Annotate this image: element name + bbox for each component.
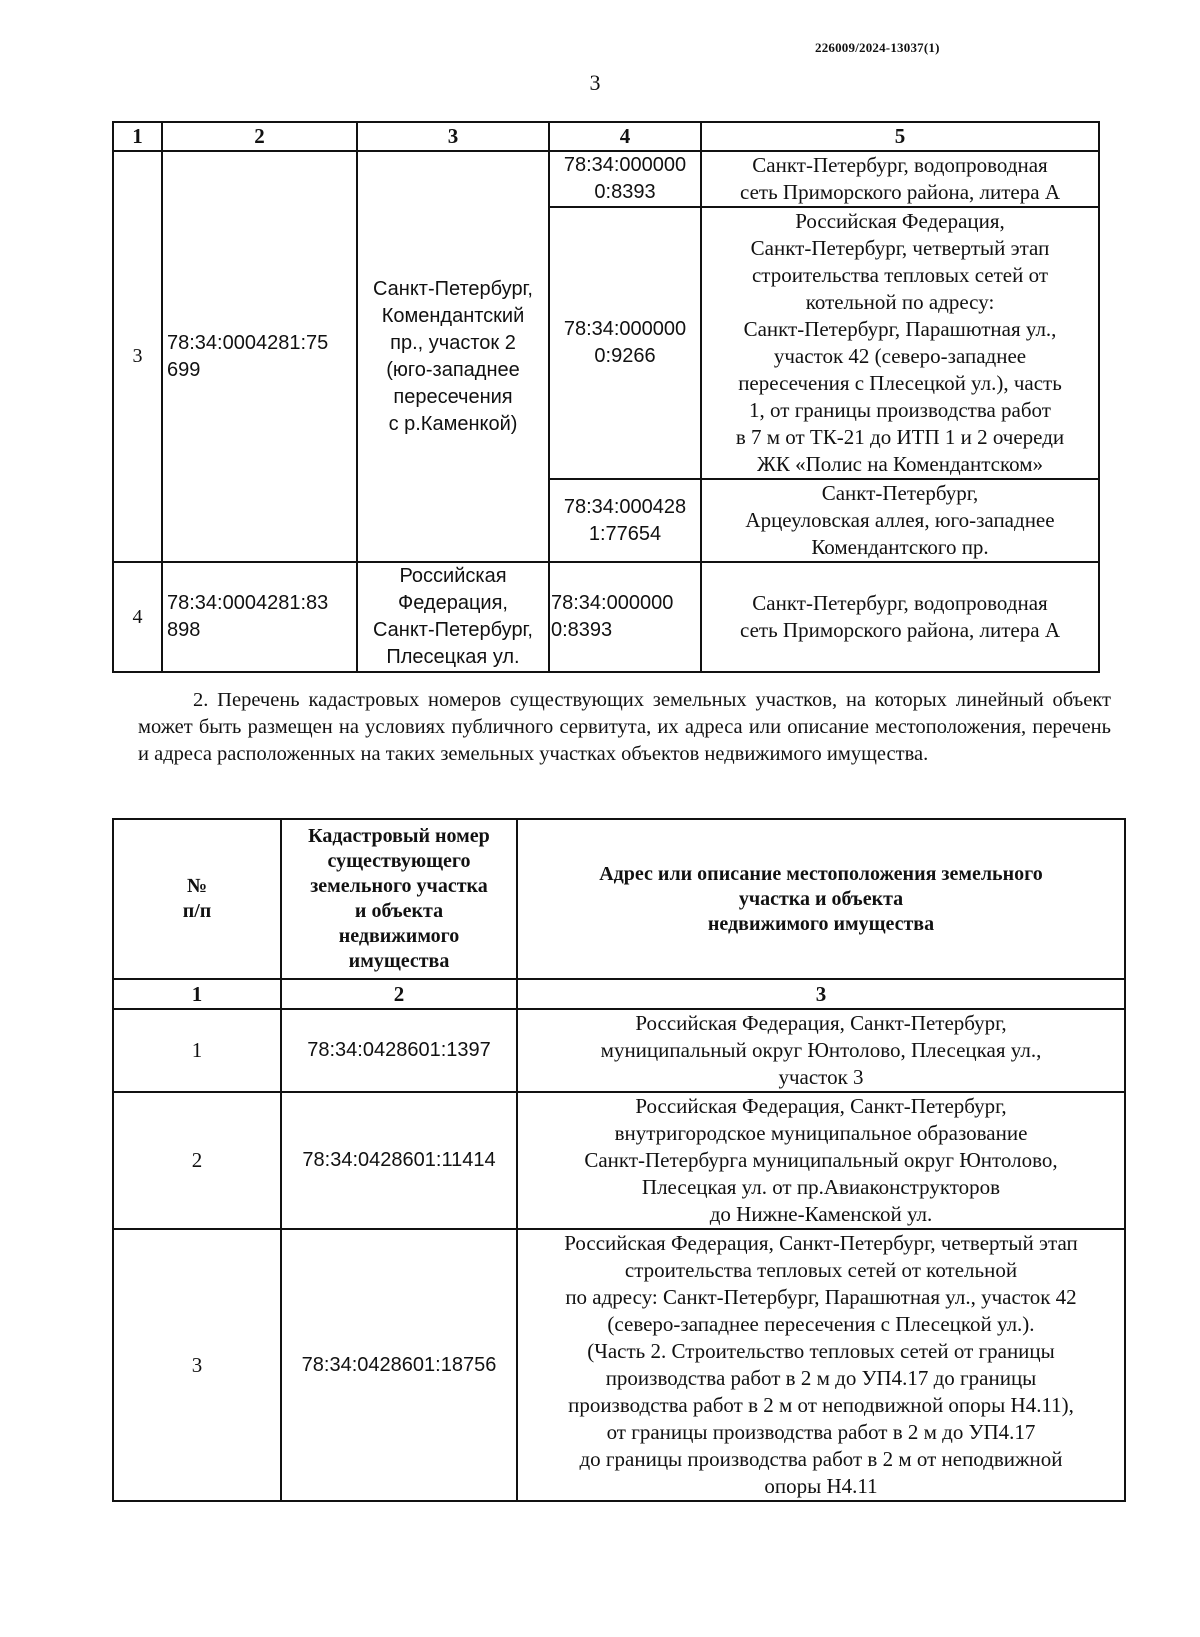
table-row [113,1009,1125,1092]
row-number: 1 [113,1009,281,1092]
address-description: Российская Федерация, Санкт-Петербург, четвертый этап строительства тепловых сетей от котельной по адресу: Санкт-Петербург, Парашютная ул., участок 42 (северо-западнее пересечения с Плесецкой ул.). (Часть 2. Строительство тепловых сетей от границы производства работ в 2 м до УП4.17 до границы производства работ в 2 м от неподвижной опоры Н4.11), от границы производства работ в 2 м до УП4.17 до границы производства работ в 2 м от неподвижной опоры Н4.11 [517,1229,1125,1501]
header-number: № п/п [113,819,281,979]
table-row [113,1229,1125,1501]
table-header-row [113,122,1099,151]
object-cadastral-number: 78:34:000000 0:9266 [549,207,701,479]
table-row [113,151,1099,207]
column-number-4: 4 [549,122,701,151]
column-number-5: 5 [701,122,1099,151]
document-number: 226009/2024-13037(1) [815,40,940,55]
object-address: Российская Федерация, Санкт-Петербург, четвертый этап строительства тепловых сетей от котельной по адресу: Санкт-Петербург, Парашютная ул., участок 42 (северо-западнее пересечения с Плесецкой ул.), часть 1, от границы производства работ в 7 м от ТК-21 до ИТП 1 и 2 очереди ЖК «Полис на Комендантском» [701,207,1099,479]
row-number: 3 [113,1229,281,1501]
table-row [113,1092,1125,1229]
easement-objects-table [112,121,1100,673]
land-plot-cadastral-number: 78:34:0004281:75 699 [162,151,357,562]
column-number-3: 3 [517,979,1125,1009]
header-cadastral-number: Кадастровый номер существующего земельного участка и объекта недвижимого имущества [281,819,517,979]
page-number: 3 [589,70,601,95]
column-number-3: 3 [357,122,549,151]
object-address: Санкт-Петербург, водопроводная сеть Приморского района, литера А [701,151,1099,207]
section-2-paragraph: 2. Перечень кадастровых номеров существующих земельных участков, на которых линейный объект может быть размещен на условиях публичного сервитута, их адреса или описание местоположения, перечень и адреса расположенных на таких земельных участках объектов недвижимого имущества. [138,689,1111,765]
land-plots-table [112,818,1126,1502]
object-cadastral-number: 78:34:000000 0:8393 [549,562,701,672]
table-row [113,562,1099,672]
land-plot-cadastral-number: 78:34:0004281:83 898 [162,562,357,672]
land-plot-address: Российская Федерация, Санкт-Петербург, Плесецкая ул. [357,562,549,672]
row-number: 3 [113,151,162,562]
object-cadastral-number: 78:34:000428 1:77654 [549,479,701,562]
row-number: 4 [113,562,162,672]
address-description: Российская Федерация, Санкт-Петербург, внутригородское муниципальное образование Санкт-Петербурга муниципальный округ Юнтолово, Плесецкая ул. от пр.Авиаконструкторов до Нижне-Каменской ул. [517,1092,1125,1229]
object-address: Санкт-Петербург, водопроводная сеть Приморского района, литера А [701,562,1099,672]
column-numbering-row [113,979,1125,1009]
column-number-1: 1 [113,122,162,151]
land-plot-address: Санкт-Петербург, Комендантский пр., участок 2 (юго-западнее пересечения с р.Каменкой) [357,151,549,562]
row-number: 2 [113,1092,281,1229]
object-cadastral-number: 78:34:000000 0:8393 [549,151,701,207]
cadastral-number: 78:34:0428601:1397 [281,1009,517,1092]
column-number-2: 2 [162,122,357,151]
column-number-2: 2 [281,979,517,1009]
table-header-row [113,819,1125,979]
cadastral-number: 78:34:0428601:18756 [281,1229,517,1501]
column-number-1: 1 [113,979,281,1009]
header-address: Адрес или описание местоположения земельного участка и объекта недвижимого имущества [517,819,1125,979]
cadastral-number: 78:34:0428601:11414 [281,1092,517,1229]
object-address: Санкт-Петербург, Арцеуловская аллея, юго-западнее Комендантского пр. [701,479,1099,562]
address-description: Российская Федерация, Санкт-Петербург, муниципальный округ Юнтолово, Плесецкая ул., участок 3 [517,1009,1125,1092]
